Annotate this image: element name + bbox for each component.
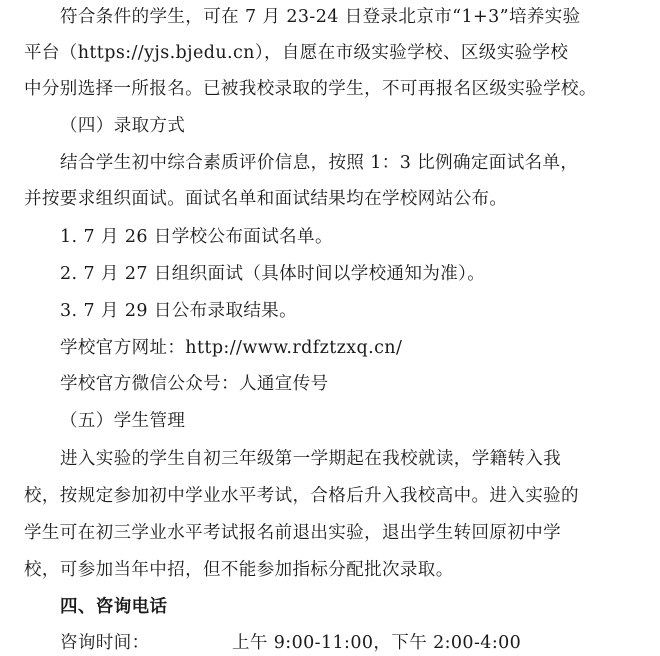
paragraph-line: 学生可在初三学业水平考试报名前退出实验，退出学生转回原初中学 (24, 523, 561, 543)
section-heading-admission: （四）录取方式 (60, 116, 186, 136)
section-heading-student-management: （五）学生管理 (60, 411, 186, 431)
paragraph-line: 进入实验的学生自初三年级第一学期起在我校就读，学籍转入我 (60, 449, 562, 469)
school-website: 学校官方网址：http://www.rdfztzxq.cn/ (60, 338, 403, 358)
list-item: 3. 7 月 29 日公布录取结果。 (60, 301, 298, 321)
school-wechat: 学校官方微信公众号：人通宣传号 (60, 374, 329, 394)
paragraph-line: 中分别选择一所报名。已被我校录取的学生，不可再报名区级实验学校。 (24, 79, 597, 99)
paragraph-line: 校，按规定参加初中学业水平考试，合格后升入我校高中。进入实验的 (24, 486, 579, 506)
paragraph-line: 校，可参加当年中招，但不能参加指标分配批次录取。 (24, 560, 454, 580)
consult-time-value: 上午 9:00-11:00，下午 2:00-4:00 (232, 633, 522, 653)
list-item: 1. 7 月 26 日学校公布面试名单。 (60, 227, 333, 247)
list-item: 2. 7 月 27 日组织面试（具体时间以学校通知为准）。 (60, 264, 486, 284)
paragraph-line: 结合学生初中综合素质评价信息，按照 1：3 比例确定面试名单， (60, 153, 579, 173)
paragraph-line: 符合条件的学生，可在 7 月 23-24 日登录北京市“1+3”培养实验 (60, 7, 581, 27)
paragraph-line: 并按要求组织面试。面试名单和面试结果均在学校网站公布。 (24, 189, 508, 209)
section-heading-consultation: 四、咨询电话 (60, 597, 168, 617)
consult-time-label: 咨询时间： (60, 633, 150, 653)
paragraph-line: 平台（https://yjs.bjedu.cn），自愿在市级实验学校、区级实验学校 (24, 43, 569, 63)
